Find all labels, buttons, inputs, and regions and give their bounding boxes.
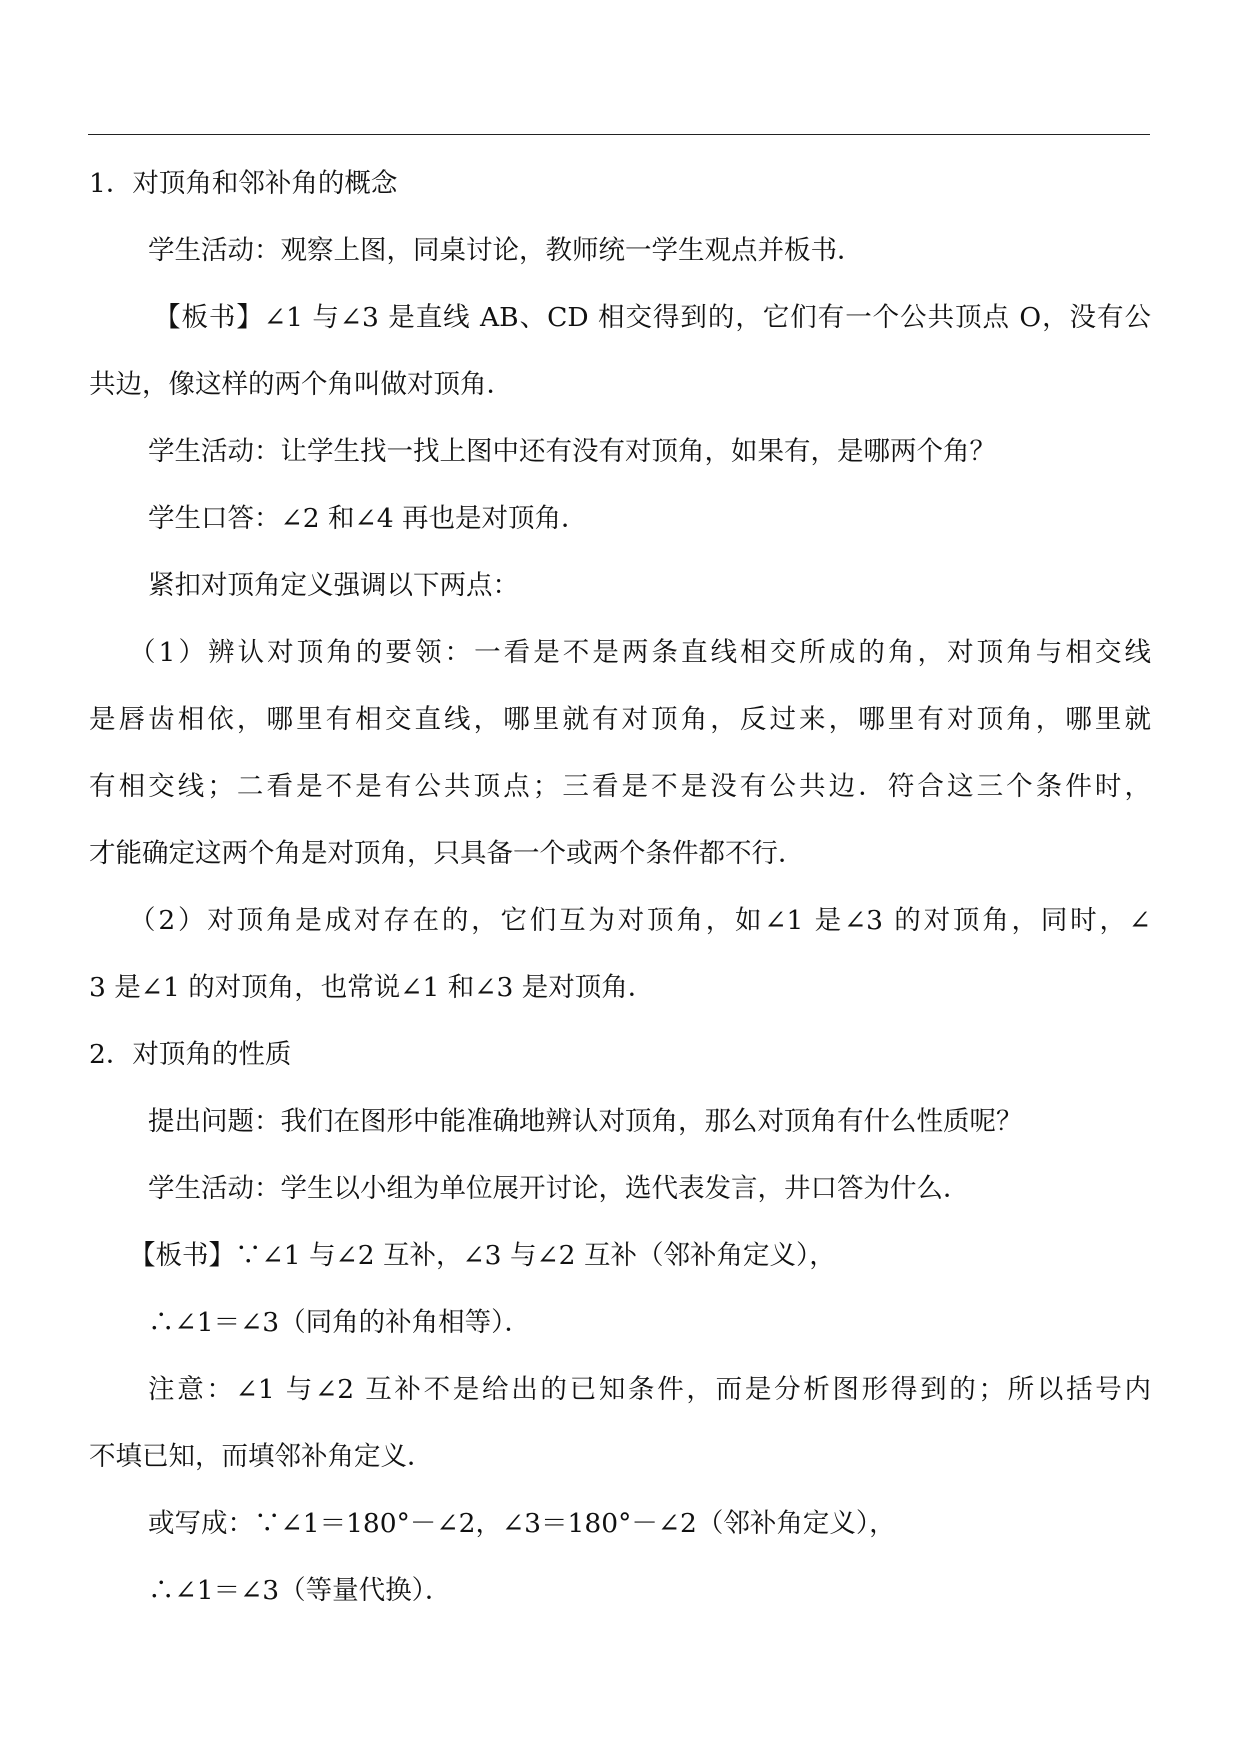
paragraph-line: ∴∠1＝∠3（等量代换）． — [148, 1575, 452, 1606]
paragraph-line: 注意：∠1 与∠2 互补不是给出的已知条件，而是分析图形得到的；所以括号内 — [148, 1374, 1151, 1405]
paragraph-line: ∴∠1＝∠3（同角的补角相等）． — [148, 1307, 531, 1338]
paragraph-line: 【板书】∠1 与∠3 是直线 AB、CD 相交得到的，它们有一个公共顶点 O，没有公 — [154, 302, 1151, 333]
paragraph-line: 有相交线；二看是不是有公共顶点；三看是不是没有公共边．符合这三个条件时， — [89, 771, 1151, 802]
section-heading-1: 1．对顶角和邻补角的概念 — [89, 168, 398, 199]
paragraph-line: 提出问题：我们在图形中能准确地辨认对顶角，那么对顶角有什么性质呢？ — [148, 1106, 1023, 1137]
paragraph-line: 是唇齿相依，哪里有相交直线，哪里就有对顶角，反过来，哪里有对顶角，哪里就 — [89, 704, 1151, 735]
paragraph-line: 学生口答：∠2 和∠4 再也是对顶角． — [148, 503, 588, 534]
paragraph-line: 学生活动：观察上图，同桌讨论，教师统一学生观点并板书． — [148, 235, 864, 266]
section-heading-2: 2．对顶角的性质 — [89, 1039, 292, 1070]
paragraph-line: 才能确定这两个角是对顶角，只具备一个或两个条件都不行． — [89, 838, 805, 869]
paragraph-line: 不填已知，而填邻补角定义． — [89, 1441, 434, 1472]
paragraph-line: （1）辨认对顶角的要领：一看是不是两条直线相交所成的角，对顶角与相交线 — [129, 637, 1151, 668]
paragraph-line: 共边，像这样的两个角叫做对顶角． — [89, 369, 513, 400]
paragraph-line: 紧扣对顶角定义强调以下两点： — [148, 570, 519, 601]
document-body — [89, 150, 1151, 1624]
paragraph-line: 【板书】∵∠1 与∠2 互补，∠3 与∠2 互补（邻补角定义）， — [129, 1240, 836, 1271]
paragraph-line: 或写成：∵∠1＝180°－∠2，∠3＝180°－∠2（邻补角定义）， — [148, 1508, 896, 1539]
paragraph-line: 学生活动：让学生找一找上图中还有没有对顶角，如果有，是哪两个角？ — [148, 436, 996, 467]
header-rule — [88, 134, 1150, 135]
paragraph-line: 学生活动：学生以小组为单位展开讨论，选代表发言，井口答为什么． — [148, 1173, 970, 1204]
paragraph-line: 3 是∠1 的对顶角，也常说∠1 和∠3 是对顶角． — [89, 972, 655, 1003]
paragraph-line: （2）对顶角是成对存在的，它们互为对顶角，如∠1 是∠3 的对顶角，同时，∠ — [129, 905, 1151, 936]
